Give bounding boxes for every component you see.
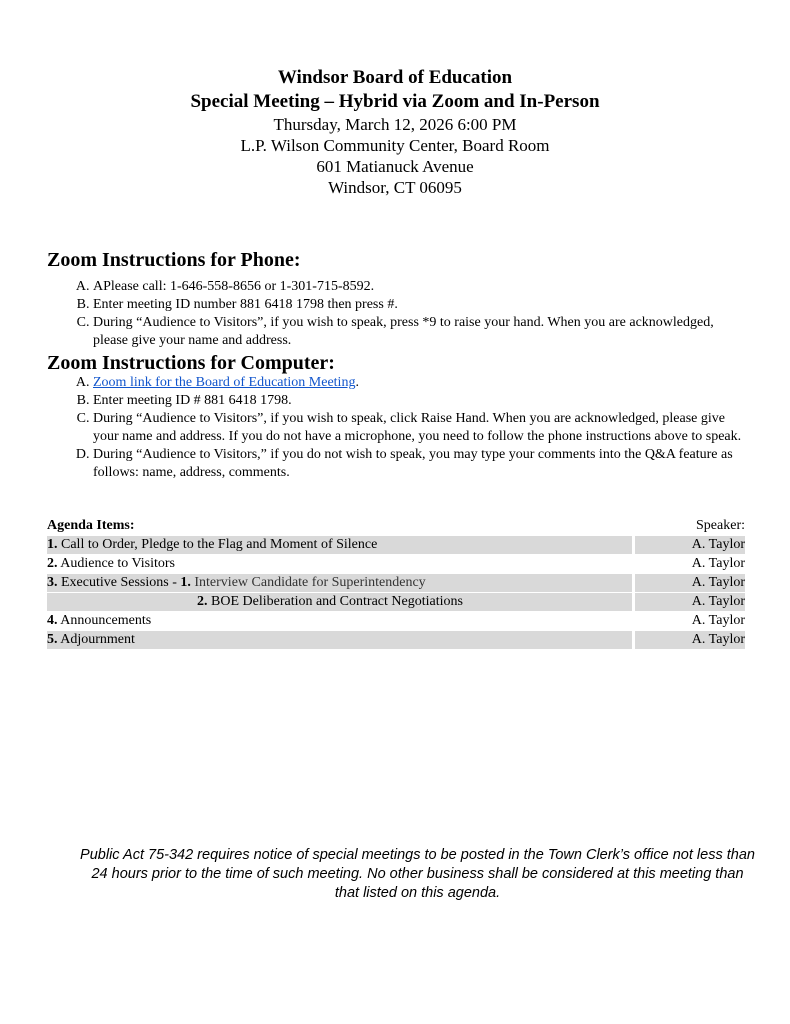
phone-heading: Zoom Instructions for Phone: <box>47 249 301 271</box>
sub-item-text: Interview Candidate for Superintendency <box>190 575 426 590</box>
list-item: C. During “Audience to Visitors”, if you wish to speak, click Raise Hand. When you are acknowledged, please give your name and address. If you do not have a microphone, you need to follow the phone instructions above to speak. <box>93 410 743 446</box>
item-speaker: A. Taylor <box>635 631 745 649</box>
item-speaker: A. Taylor <box>635 536 745 554</box>
list-item: D. During “Audience to Visitors,” if you do not wish to speak, you may type your comments into the Q&A feature as follows: name, address, comments. <box>93 446 743 482</box>
computer-heading: Zoom Instructions for Computer: <box>47 352 335 374</box>
item-text: Call to Order, Pledge to the Flag and Moment of Silence <box>57 537 378 552</box>
agenda-heading: Agenda Items: <box>47 518 135 533</box>
item-number: 3. <box>47 575 58 590</box>
item-text: Adjournment <box>57 632 135 647</box>
list-item <box>93 374 743 392</box>
phone-instructions <box>47 278 743 350</box>
item-number: 2. <box>197 594 208 609</box>
list-item: C. During “Audience to Visitors”, if you wish to speak, press *9 to raise your hand. When you are acknowledged, please give your name and address. <box>93 314 743 350</box>
list-item: B. Enter meeting ID number 881 6418 1798 then press #. <box>93 296 743 314</box>
table-row <box>47 631 745 649</box>
item-text: Executive Sessions - <box>57 575 181 590</box>
list-item: A. APlease call: 1-646-558-8656 or 1-301-715-8592. <box>93 278 743 296</box>
item-speaker: A. Taylor <box>635 574 745 592</box>
zoom-meeting-link[interactable]: Zoom link for the Board of Education Meeting <box>93 375 356 390</box>
computer-instructions <box>47 374 743 482</box>
item-number: 5. <box>47 632 58 647</box>
agenda-header-row <box>47 517 745 535</box>
link-suffix: . <box>355 375 359 390</box>
agenda-table <box>47 517 745 650</box>
meeting-city: Windsor, CT 06095 <box>328 178 462 197</box>
table-row <box>47 574 745 592</box>
item-number: 2. <box>47 556 58 571</box>
table-row <box>47 536 745 554</box>
document-header <box>0 66 790 198</box>
item-text: BOE Deliberation and Contract Negotiations <box>207 594 463 609</box>
public-act-notice: Public Act 75-342 requires notice of special meetings to be posted in the Town Clerk’s office not less than 24 hours prior to the time of such meeting. No other business shall be considered at this meeting than that listed on this agenda. <box>80 847 755 901</box>
speaker-heading: Speaker: <box>696 518 745 533</box>
org-title: Windsor Board of Education <box>277 67 513 88</box>
item-number: 4. <box>47 613 58 628</box>
item-speaker: A. Taylor <box>691 556 745 571</box>
table-row <box>47 612 745 630</box>
item-speaker: A. Taylor <box>691 613 745 628</box>
meeting-venue: L.P. Wilson Community Center, Board Room <box>240 136 550 155</box>
list-item: B. Enter meeting ID # 881 6418 1798. <box>93 392 743 410</box>
item-text: Announcements <box>57 613 152 628</box>
meeting-street: 601 Matianuck Avenue <box>316 157 474 176</box>
sub-item-number: 1. <box>180 575 191 590</box>
item-text: Audience to Visitors <box>57 556 176 571</box>
table-row <box>47 593 745 611</box>
item-speaker: A. Taylor <box>635 593 745 611</box>
meeting-title: Special Meeting – Hybrid via Zoom and In-Person <box>190 91 600 112</box>
item-number: 1. <box>47 537 58 552</box>
meeting-datetime: Thursday, March 12, 2026 6:00 PM <box>273 115 517 134</box>
table-row <box>47 555 745 573</box>
